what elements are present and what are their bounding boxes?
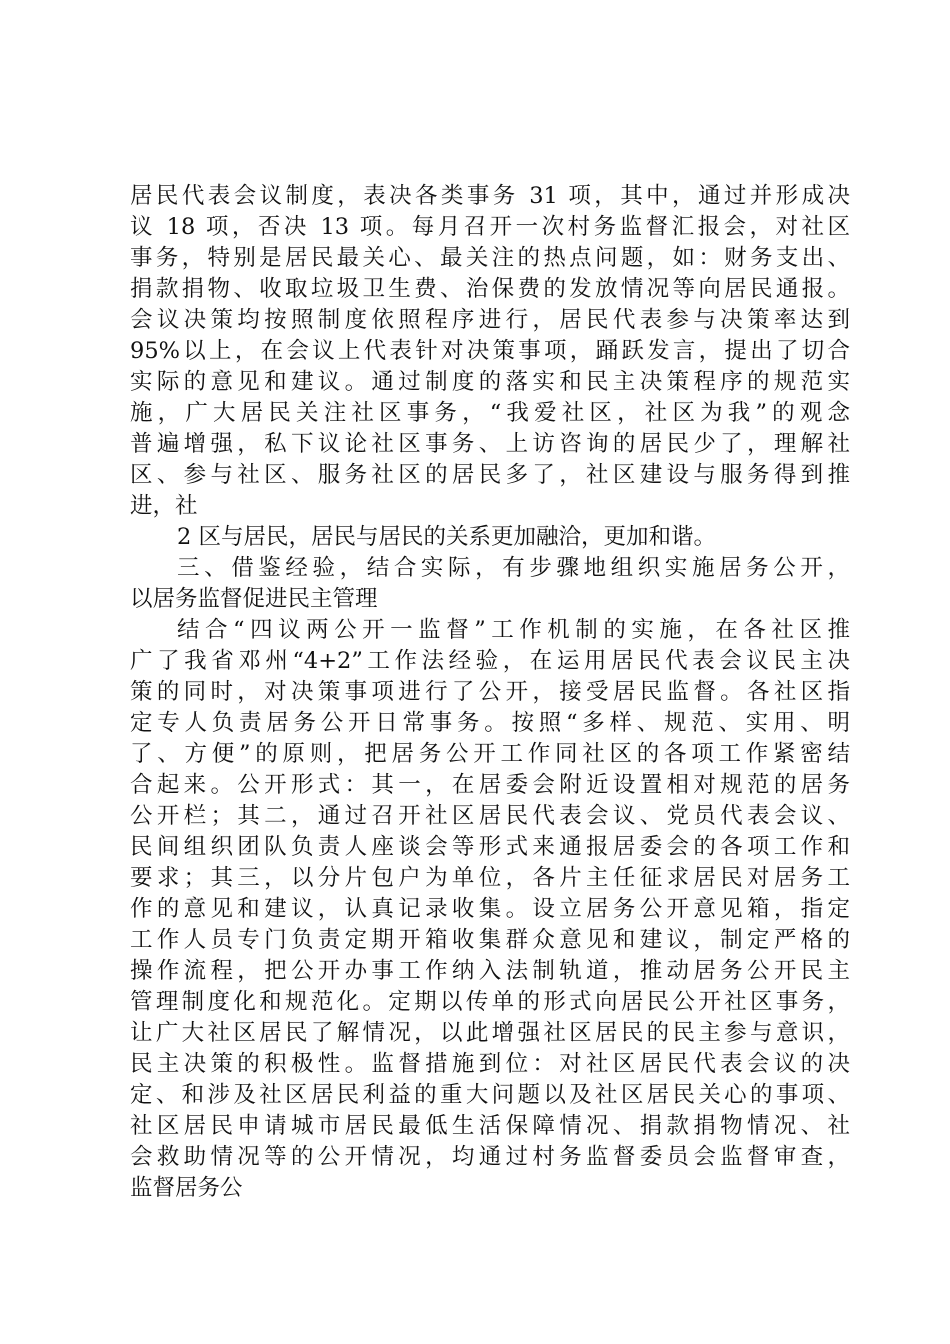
text-line: 民主决策的积极性。监督措施到位：对社区居民代表会议的决 bbox=[130, 1051, 850, 1077]
text-line: 操作流程，把公开办事工作纳入法制轨道，推动居务公开民主 bbox=[130, 958, 850, 984]
text-line: 捐款捐物、收取垃圾卫生费、治保费的发放情况等向居民通报。 bbox=[130, 276, 850, 302]
text-line: 民间组织团队负责人座谈会等形式来通报居委会的各项工作和 bbox=[130, 834, 850, 860]
text-line: 事务，特别是居民最关心、最关注的热点问题，如：财务支出、 bbox=[130, 245, 850, 271]
text-line: 公开栏；其二，通过召开社区居民代表会议、党员代表会议、 bbox=[130, 803, 850, 829]
text-line: 让广大社区居民了解情况，以此增强社区居民的民主参与意识， bbox=[130, 1020, 850, 1046]
text-line: 工作人员专门负责定期开箱收集群众意见和建议，制定严格的 bbox=[130, 927, 850, 953]
text-line: 结合“四议两公开一监督”工作机制的实施，在各社区推 bbox=[177, 617, 850, 643]
text-line: 定专人负责居务公开日常事务。按照“多样、规范、实用、明 bbox=[130, 710, 850, 736]
text-line: 社区居民申请城市居民最低生活保障情况、捐款捐物情况、社 bbox=[130, 1113, 850, 1139]
text-line: 施，广大居民关注社区事务，“我爱社区，社区为我”的观念 bbox=[130, 400, 850, 426]
text-line: 作的意见和建议，认真记录收集。设立居务公开意见箱，指定 bbox=[130, 896, 850, 922]
text-line: 2 区与居民，居民与居民的关系更加融洽，更加和谐。 bbox=[177, 524, 716, 550]
text-line: 会议决策均按照制度依照程序进行，居民代表参与决策率达到 bbox=[130, 307, 850, 333]
text-line: 区、参与社区、服务社区的居民多了，社区建设与服务得到推 bbox=[130, 462, 850, 488]
text-line: 会救助情况等的公开情况，均通过村务监督委员会监督审查， bbox=[130, 1144, 850, 1170]
text-line: 居民代表会议制度，表决各类事务 31 项，其中，通过并形成决 bbox=[130, 183, 850, 209]
text-line: 进，社 bbox=[130, 493, 198, 519]
section-heading-continued: 以居务监督促进民主管理 bbox=[130, 586, 378, 612]
text-line: 策的同时，对决策事项进行了公开，接受居民监督。各社区指 bbox=[130, 679, 850, 705]
text-line: 实际的意见和建议。通过制度的落实和民主决策程序的规范实 bbox=[130, 369, 850, 395]
text-line: 普遍增强，私下议论社区事务、上访咨询的居民少了，理解社 bbox=[130, 431, 850, 457]
text-line: 广了我省邓州“4+2”工作法经验，在运用居民代表会议民主决 bbox=[130, 648, 850, 674]
section-heading: 三、借鉴经验，结合实际，有步骤地组织实施居务公开， bbox=[177, 555, 850, 581]
text-line: 议 18 项，否决 13 项。每月召开一次村务监督汇报会，对社区 bbox=[130, 214, 850, 240]
text-line: 合起来。公开形式：其一，在居委会附近设置相对规范的居务 bbox=[130, 772, 850, 798]
text-line: 管理制度化和规范化。定期以传单的形式向居民公开社区事务， bbox=[130, 989, 850, 1015]
text-line: 95%以上，在会议上代表针对决策事项，踊跃发言，提出了切合 bbox=[130, 338, 850, 364]
text-line: 要求；其三，以分片包户为单位，各片主任征求居民对居务工 bbox=[130, 865, 850, 891]
text-line: 定、和涉及社区居民利益的重大问题以及社区居民关心的事项、 bbox=[130, 1082, 850, 1108]
text-line: 了、方便”的原则，把居务公开工作同社区的各项工作紧密结 bbox=[130, 741, 850, 767]
text-line: 监督居务公 bbox=[130, 1175, 243, 1201]
